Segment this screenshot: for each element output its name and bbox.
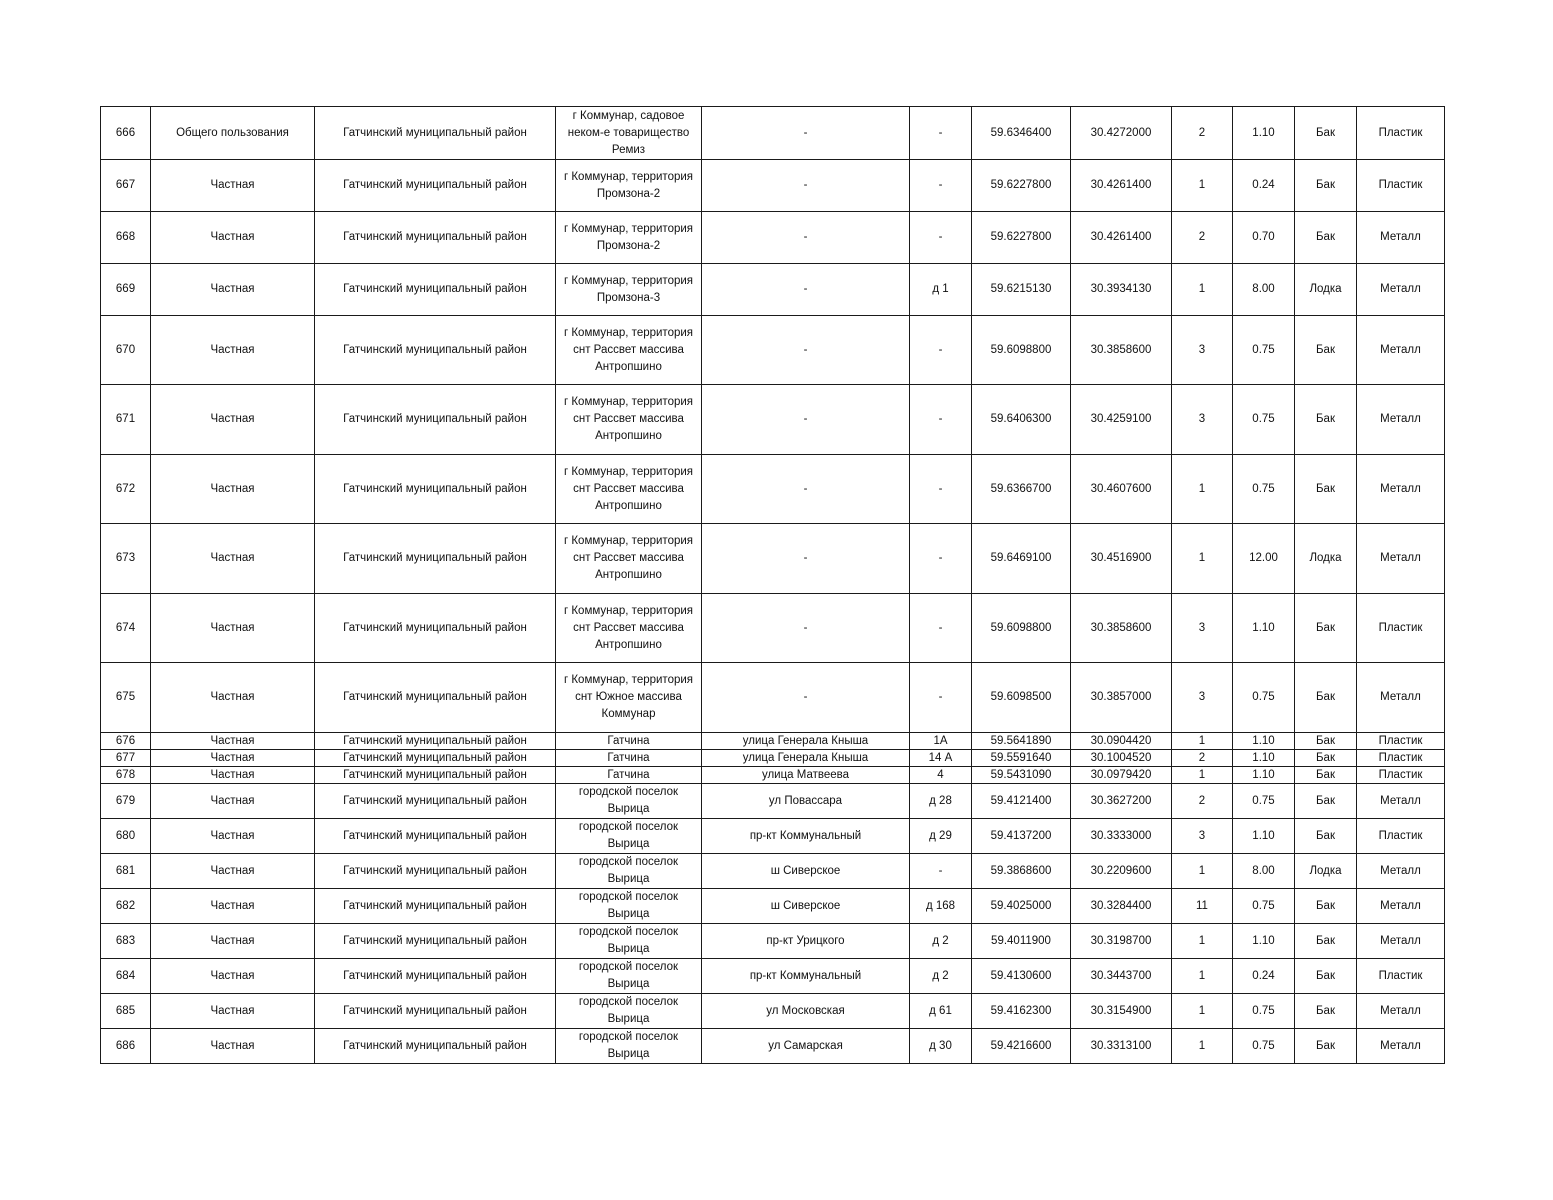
table-row [101,767,1445,784]
cell-container-volume: 1.10 [1233,819,1295,854]
cell-settlement: Гатчина [556,750,702,767]
cell-longitude: 30.1004520 [1071,750,1172,767]
cell-house: - [910,663,972,733]
cell-row-number: 685 [101,994,151,1029]
cell-ownership-type: Частная [151,264,315,316]
cell-ownership-type: Частная [151,212,315,264]
cell-container-type: Бак [1295,750,1357,767]
cell-container-type: Бак [1295,784,1357,819]
cell-street: ш Сиверское [702,889,910,924]
cell-street: ул Повассара [702,784,910,819]
cell-container-volume: 0.75 [1233,455,1295,524]
cell-ownership-type: Частная [151,663,315,733]
cell-ownership-type: Общего пользования [151,107,315,160]
cell-ownership-type: Частная [151,854,315,889]
cell-container-type: Бак [1295,455,1357,524]
table-row [101,455,1445,524]
cell-municipal-district: Гатчинский муниципальный район [315,889,556,924]
table-row [101,212,1445,264]
cell-container-count: 3 [1172,594,1233,663]
cell-municipal-district: Гатчинский муниципальный район [315,264,556,316]
cell-longitude: 30.4259100 [1071,385,1172,455]
cell-house: - [910,854,972,889]
cell-container-material: Пластик [1357,594,1445,663]
cell-container-material: Металл [1357,264,1445,316]
cell-house: - [910,160,972,212]
cell-house: д 29 [910,819,972,854]
cell-container-material: Металл [1357,924,1445,959]
table-row [101,959,1445,994]
cell-container-type: Бак [1295,160,1357,212]
cell-row-number: 676 [101,733,151,750]
cell-street: - [702,663,910,733]
table-row [101,107,1445,160]
cell-container-count: 1 [1172,959,1233,994]
table-row [101,750,1445,767]
cell-settlement: г Коммунар, территория Промзона-2 [556,160,702,212]
cell-house: 1А [910,733,972,750]
cell-container-material: Металл [1357,385,1445,455]
cell-row-number: 679 [101,784,151,819]
cell-container-material: Металл [1357,316,1445,385]
cell-container-material: Металл [1357,784,1445,819]
cell-container-count: 3 [1172,663,1233,733]
cell-municipal-district: Гатчинский муниципальный район [315,750,556,767]
cell-container-count: 1 [1172,1029,1233,1064]
cell-container-material: Пластик [1357,107,1445,160]
cell-street: ул Самарская [702,1029,910,1064]
document-page [100,106,1445,1064]
cell-container-volume: 1.10 [1233,750,1295,767]
cell-container-type: Лодка [1295,524,1357,594]
cell-house: 14 А [910,750,972,767]
cell-settlement: г Коммунар, территория снт Рассвет массива Антропшино [556,594,702,663]
cell-ownership-type: Частная [151,750,315,767]
cell-container-count: 3 [1172,819,1233,854]
cell-container-material: Металл [1357,663,1445,733]
cell-street: улица Матвеева [702,767,910,784]
cell-container-volume: 0.75 [1233,784,1295,819]
cell-container-material: Пластик [1357,819,1445,854]
cell-settlement: городской поселок Вырица [556,1029,702,1064]
cell-municipal-district: Гатчинский муниципальный район [315,455,556,524]
cell-container-type: Бак [1295,924,1357,959]
cell-container-count: 2 [1172,107,1233,160]
cell-container-material: Пластик [1357,160,1445,212]
cell-container-volume: 0.75 [1233,385,1295,455]
cell-latitude: 59.3868600 [972,854,1071,889]
cell-longitude: 30.3154900 [1071,994,1172,1029]
cell-settlement: г Коммунар, территория Промзона-3 [556,264,702,316]
table-row [101,784,1445,819]
cell-ownership-type: Частная [151,819,315,854]
cell-longitude: 30.4516900 [1071,524,1172,594]
cell-row-number: 667 [101,160,151,212]
cell-container-volume: 0.70 [1233,212,1295,264]
cell-latitude: 59.5431090 [972,767,1071,784]
cell-municipal-district: Гатчинский муниципальный район [315,854,556,889]
cell-longitude: 30.4261400 [1071,212,1172,264]
cell-container-volume: 12.00 [1233,524,1295,594]
cell-ownership-type: Частная [151,924,315,959]
cell-settlement: городской поселок Вырица [556,959,702,994]
cell-container-count: 1 [1172,854,1233,889]
cell-latitude: 59.6215130 [972,264,1071,316]
cell-container-material: Металл [1357,212,1445,264]
cell-row-number: 670 [101,316,151,385]
cell-settlement: Гатчина [556,733,702,750]
cell-container-count: 3 [1172,385,1233,455]
cell-settlement: городской поселок Вырица [556,784,702,819]
cell-settlement: городской поселок Вырица [556,994,702,1029]
cell-street: ул Московская [702,994,910,1029]
cell-municipal-district: Гатчинский муниципальный район [315,784,556,819]
cell-container-material: Металл [1357,854,1445,889]
cell-municipal-district: Гатчинский муниципальный район [315,594,556,663]
cell-container-count: 1 [1172,924,1233,959]
cell-container-type: Бак [1295,385,1357,455]
cell-ownership-type: Частная [151,594,315,663]
cell-municipal-district: Гатчинский муниципальный район [315,663,556,733]
cell-row-number: 680 [101,819,151,854]
cell-municipal-district: Гатчинский муниципальный район [315,160,556,212]
cell-container-volume: 0.75 [1233,316,1295,385]
cell-container-volume: 0.75 [1233,1029,1295,1064]
cell-container-count: 1 [1172,733,1233,750]
cell-latitude: 59.4162300 [972,994,1071,1029]
cell-container-count: 2 [1172,750,1233,767]
cell-longitude: 30.3857000 [1071,663,1172,733]
cell-house: д 28 [910,784,972,819]
cell-row-number: 668 [101,212,151,264]
table-row [101,994,1445,1029]
cell-house: д 61 [910,994,972,1029]
cell-street: пр-кт Коммунальный [702,959,910,994]
cell-ownership-type: Частная [151,316,315,385]
cell-longitude: 30.3934130 [1071,264,1172,316]
table-row [101,663,1445,733]
cell-container-material: Пластик [1357,767,1445,784]
cell-container-volume: 8.00 [1233,854,1295,889]
cell-street: - [702,594,910,663]
cell-street: - [702,385,910,455]
cell-container-material: Металл [1357,994,1445,1029]
cell-street: - [702,264,910,316]
cell-row-number: 686 [101,1029,151,1064]
cell-latitude: 59.4011900 [972,924,1071,959]
cell-longitude: 30.4272000 [1071,107,1172,160]
cell-ownership-type: Частная [151,784,315,819]
cell-latitude: 59.6366700 [972,455,1071,524]
table-row [101,924,1445,959]
cell-container-volume: 0.75 [1233,663,1295,733]
cell-municipal-district: Гатчинский муниципальный район [315,994,556,1029]
cell-longitude: 30.4261400 [1071,160,1172,212]
cell-container-volume: 1.10 [1233,733,1295,750]
cell-longitude: 30.3313100 [1071,1029,1172,1064]
table-row [101,524,1445,594]
cell-settlement: Гатчина [556,767,702,784]
cell-latitude: 59.6227800 [972,160,1071,212]
cell-latitude: 59.4130600 [972,959,1071,994]
cell-container-volume: 1.10 [1233,924,1295,959]
cell-street: пр-кт Коммунальный [702,819,910,854]
cell-municipal-district: Гатчинский муниципальный район [315,212,556,264]
cell-container-type: Бак [1295,959,1357,994]
cell-container-type: Бак [1295,1029,1357,1064]
table-row [101,889,1445,924]
cell-latitude: 59.6098500 [972,663,1071,733]
cell-house: д 1 [910,264,972,316]
cell-municipal-district: Гатчинский муниципальный район [315,524,556,594]
cell-container-volume: 0.24 [1233,160,1295,212]
cell-container-volume: 0.75 [1233,889,1295,924]
cell-house: - [910,107,972,160]
cell-container-type: Бак [1295,767,1357,784]
cell-municipal-district: Гатчинский муниципальный район [315,107,556,160]
cell-house: 4 [910,767,972,784]
cell-container-type: Бак [1295,212,1357,264]
cell-settlement: г Коммунар, садовое неком-е товарищество Ремиз [556,107,702,160]
cell-settlement: г Коммунар, территория снт Рассвет массива Антропшино [556,385,702,455]
cell-container-volume: 1.10 [1233,767,1295,784]
cell-container-count: 1 [1172,767,1233,784]
cell-longitude: 30.4607600 [1071,455,1172,524]
cell-container-volume: 1.10 [1233,594,1295,663]
cell-ownership-type: Частная [151,733,315,750]
cell-row-number: 672 [101,455,151,524]
cell-container-volume: 0.24 [1233,959,1295,994]
cell-ownership-type: Частная [151,959,315,994]
cell-container-count: 1 [1172,455,1233,524]
cell-settlement: г Коммунар, территория снт Рассвет массива Антропшино [556,316,702,385]
cell-container-count: 2 [1172,212,1233,264]
cell-settlement: городской поселок Вырица [556,924,702,959]
cell-street: - [702,107,910,160]
cell-row-number: 684 [101,959,151,994]
cell-longitude: 30.3333000 [1071,819,1172,854]
cell-container-type: Бак [1295,594,1357,663]
cell-row-number: 671 [101,385,151,455]
cell-container-material: Пластик [1357,959,1445,994]
cell-municipal-district: Гатчинский муниципальный район [315,316,556,385]
cell-latitude: 59.6469100 [972,524,1071,594]
cell-row-number: 682 [101,889,151,924]
cell-longitude: 30.0979420 [1071,767,1172,784]
cell-row-number: 683 [101,924,151,959]
cell-row-number: 674 [101,594,151,663]
cell-row-number: 673 [101,524,151,594]
cell-container-count: 3 [1172,316,1233,385]
cell-street: - [702,212,910,264]
table-row [101,316,1445,385]
cell-ownership-type: Частная [151,994,315,1029]
cell-municipal-district: Гатчинский муниципальный район [315,385,556,455]
cell-municipal-district: Гатчинский муниципальный район [315,733,556,750]
cell-settlement: городской поселок Вырица [556,889,702,924]
cell-row-number: 681 [101,854,151,889]
cell-house: - [910,524,972,594]
cell-container-type: Лодка [1295,264,1357,316]
table-row [101,594,1445,663]
cell-house: д 2 [910,924,972,959]
cell-container-count: 11 [1172,889,1233,924]
cell-house: д 2 [910,959,972,994]
cell-container-type: Бак [1295,819,1357,854]
cell-container-material: Пластик [1357,750,1445,767]
cell-container-material: Металл [1357,1029,1445,1064]
cell-longitude: 30.3858600 [1071,594,1172,663]
cell-row-number: 675 [101,663,151,733]
cell-container-count: 1 [1172,994,1233,1029]
cell-longitude: 30.0904420 [1071,733,1172,750]
cell-container-type: Бак [1295,889,1357,924]
cell-settlement: г Коммунар, территория Промзона-2 [556,212,702,264]
cell-settlement: городской поселок Вырица [556,819,702,854]
cell-container-type: Бак [1295,316,1357,385]
cell-settlement: г Коммунар, территория снт Рассвет массива Антропшино [556,455,702,524]
cell-street: - [702,524,910,594]
cell-latitude: 59.6346400 [972,107,1071,160]
cell-ownership-type: Частная [151,455,315,524]
cell-municipal-district: Гатчинский муниципальный район [315,959,556,994]
cell-ownership-type: Частная [151,889,315,924]
cell-longitude: 30.3858600 [1071,316,1172,385]
waste-sites-table [100,106,1445,1064]
cell-latitude: 59.6098800 [972,316,1071,385]
cell-container-count: 1 [1172,160,1233,212]
cell-row-number: 677 [101,750,151,767]
cell-row-number: 669 [101,264,151,316]
cell-container-material: Металл [1357,889,1445,924]
cell-house: д 30 [910,1029,972,1064]
table-row [101,264,1445,316]
cell-house: - [910,212,972,264]
table-row [101,1029,1445,1064]
cell-house: - [910,385,972,455]
cell-municipal-district: Гатчинский муниципальный район [315,1029,556,1064]
cell-ownership-type: Частная [151,524,315,594]
table-row [101,385,1445,455]
cell-latitude: 59.4121400 [972,784,1071,819]
cell-container-type: Лодка [1295,854,1357,889]
cell-container-count: 2 [1172,784,1233,819]
cell-row-number: 666 [101,107,151,160]
cell-latitude: 59.4216600 [972,1029,1071,1064]
cell-latitude: 59.5591640 [972,750,1071,767]
cell-street: - [702,455,910,524]
cell-settlement: городской поселок Вырица [556,854,702,889]
cell-container-volume: 0.75 [1233,994,1295,1029]
cell-container-volume: 8.00 [1233,264,1295,316]
cell-container-count: 1 [1172,524,1233,594]
cell-municipal-district: Гатчинский муниципальный район [315,767,556,784]
cell-latitude: 59.5641890 [972,733,1071,750]
cell-container-type: Бак [1295,107,1357,160]
table-row [101,854,1445,889]
cell-longitude: 30.3198700 [1071,924,1172,959]
cell-container-type: Бак [1295,663,1357,733]
cell-latitude: 59.4137200 [972,819,1071,854]
cell-ownership-type: Частная [151,1029,315,1064]
cell-settlement: г Коммунар, территория снт Рассвет массива Антропшино [556,524,702,594]
cell-container-material: Металл [1357,455,1445,524]
cell-street: - [702,160,910,212]
cell-container-count: 1 [1172,264,1233,316]
cell-house: д 168 [910,889,972,924]
cell-street: улица Генерала Кныша [702,733,910,750]
cell-row-number: 678 [101,767,151,784]
cell-ownership-type: Частная [151,767,315,784]
cell-container-type: Бак [1295,994,1357,1029]
cell-container-material: Пластик [1357,733,1445,750]
cell-longitude: 30.3443700 [1071,959,1172,994]
cell-container-type: Бак [1295,733,1357,750]
cell-street: ш Сиверское [702,854,910,889]
cell-latitude: 59.6227800 [972,212,1071,264]
cell-container-material: Металл [1357,524,1445,594]
cell-street: пр-кт Урицкого [702,924,910,959]
cell-latitude: 59.6098800 [972,594,1071,663]
cell-longitude: 30.3627200 [1071,784,1172,819]
cell-container-volume: 1.10 [1233,107,1295,160]
cell-ownership-type: Частная [151,385,315,455]
cell-municipal-district: Гатчинский муниципальный район [315,924,556,959]
cell-street: улица Генерала Кныша [702,750,910,767]
cell-street: - [702,316,910,385]
cell-ownership-type: Частная [151,160,315,212]
table-row [101,819,1445,854]
table-row [101,733,1445,750]
cell-longitude: 30.3284400 [1071,889,1172,924]
cell-municipal-district: Гатчинский муниципальный район [315,819,556,854]
cell-latitude: 59.6406300 [972,385,1071,455]
cell-latitude: 59.4025000 [972,889,1071,924]
cell-house: - [910,455,972,524]
cell-house: - [910,594,972,663]
cell-settlement: г Коммунар, территория снт Южное массива Коммунар [556,663,702,733]
table-body [101,107,1445,1064]
table-row [101,160,1445,212]
cell-house: - [910,316,972,385]
cell-longitude: 30.2209600 [1071,854,1172,889]
